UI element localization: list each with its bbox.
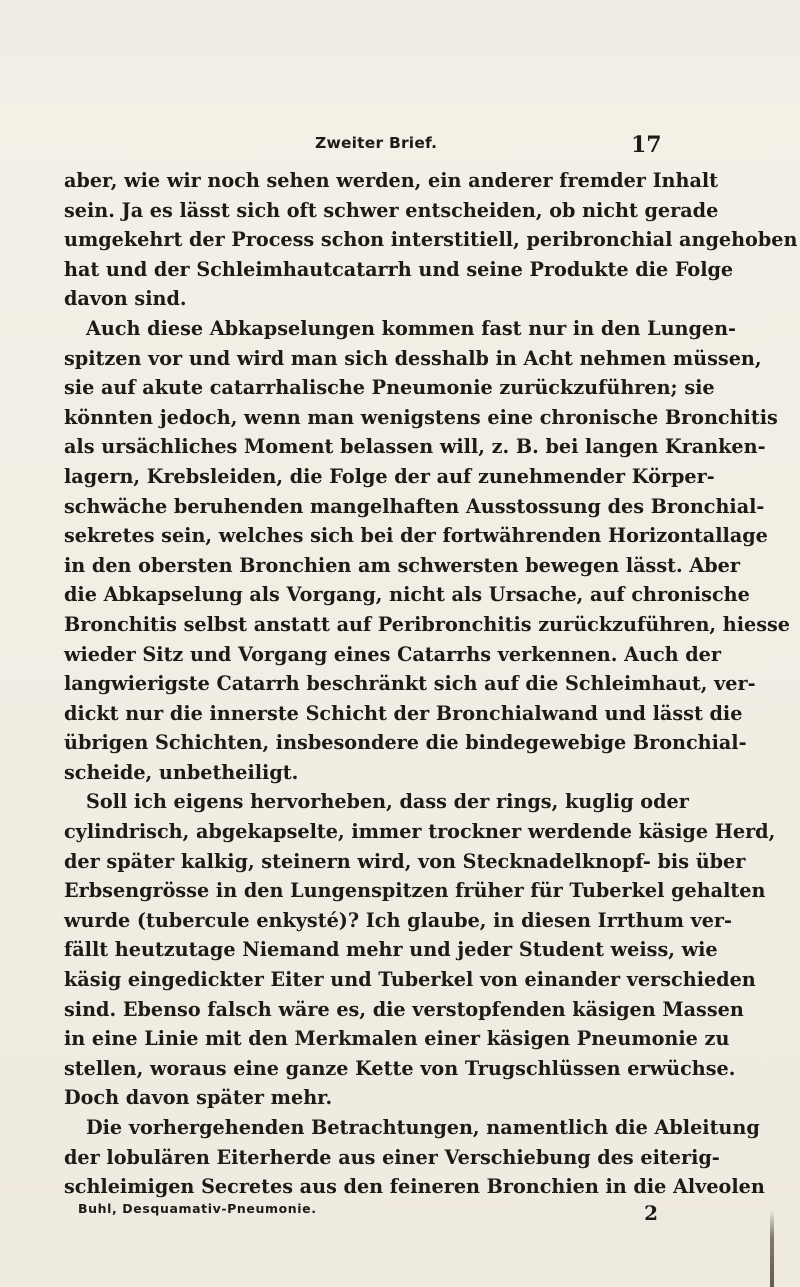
text-line: dickt nur die innerste Schicht der Bronchialwand und lässt die (64, 701, 743, 725)
body-text (64, 166, 798, 1202)
text-line: fällt heutzutage Niemand mehr und jeder Student weiss, wie (64, 938, 718, 962)
text-line: schleimigen Secretes aus den feineren Bronchien in die Alveolen (64, 1175, 765, 1199)
text-line: könnten jedoch, wenn man wenigstens eine chronische Bronchitis (64, 405, 778, 429)
page-shading (0, 0, 800, 120)
text-line: der lobulären Eiterherde aus einer Verschiebung des eiterig- (64, 1145, 720, 1169)
text-line: wieder Sitz und Vorgang eines Catarrhs verkennen. Auch der (64, 642, 721, 666)
text-line: sekretes sein, welches sich bei der fortwährenden Horizontallage (64, 524, 768, 548)
running-title: Zweiter Brief. (315, 134, 438, 152)
signature-number: 2 (644, 1201, 658, 1225)
text-line: hat und der Schleimhautcatarrh und seine Produkte die Folge (64, 257, 734, 281)
text-line: in eine Linie mit den Merkmalen einer käsigen Pneumonie zu (64, 1027, 730, 1051)
text-line: scheide, unbetheiligt. (64, 760, 299, 784)
text-line: cylindrisch, abgekapselte, immer trockner werdende käsige Herd, (64, 820, 776, 844)
text-line: Auch diese Abkapselungen kommen fast nur in den Lungen- (86, 316, 737, 340)
text-line: spitzen vor und wird man sich desshalb in Acht nehmen müssen, (64, 346, 762, 370)
text-line: als ursächliches Moment belassen will, z. B. bei langen Kranken- (64, 435, 766, 459)
text-line: die Abkapselung als Vorgang, nicht als Ursache, auf chronische (64, 583, 750, 607)
text-line: Die vorhergehenden Betrachtungen, namentlich die Ableitung (86, 1116, 760, 1139)
text-line: umgekehrt der Process schon interstitiell, peribronchial angehoben (64, 228, 798, 252)
signature-mark: Buhl, Desquamativ-Pneumonie. (78, 1201, 317, 1216)
text-line: aber, wie wir noch sehen werden, ein anderer fremder Inhalt (64, 169, 719, 192)
text-line: wurde (tubercule enkysté)? Ich glaube, in diesen Irrthum ver- (64, 908, 732, 932)
text-line: sein. Ja es lässt sich oft schwer entscheiden, ob nicht gerade (64, 198, 719, 222)
text-line: davon sind. (64, 287, 187, 311)
page-edge-shadow (770, 1210, 774, 1287)
text-line: schwäche beruhenden mangelhaften Ausstossung des Bronchial- (64, 494, 765, 518)
text-line: Bronchitis selbst anstatt auf Peribronchitis zurückzuführen, hiesse (64, 612, 791, 636)
text-line: käsig eingedickter Eiter und Tuberkel von einander verschieden (64, 968, 756, 992)
text-line: Erbsengrösse in den Lungenspitzen früher für Tuberkel gehalten (64, 879, 766, 903)
page-number: 17 (631, 132, 662, 158)
text-line: sie auf akute catarrhalische Pneumonie zurückzuführen; sie (64, 376, 715, 400)
text-line: stellen, woraus eine ganze Kette von Trugschlüssen erwüchse. (64, 1056, 736, 1080)
text-line: der später kalkig, steinern wird, von Stecknadelknopf- bis über (64, 849, 746, 873)
page-footer (78, 1201, 658, 1225)
text-line: Soll ich eigens hervorheben, dass der rings, kuglig oder (86, 790, 689, 814)
text-line: lagern, Krebsleiden, die Folge der auf zunehmender Körper- (64, 464, 715, 488)
running-head (0, 130, 800, 160)
text-line: übrigen Schichten, insbesondere die bindegewebige Bronchial- (64, 731, 747, 755)
text-line: in den obersten Bronchien am schwersten bewegen lässt. Aber (64, 553, 741, 577)
text-line: sind. Ebenso falsch wäre es, die verstopfenden käsigen Massen (64, 997, 744, 1021)
text-line: langwierigste Catarrh beschränkt sich auf die Schleimhaut, ver- (64, 672, 756, 696)
text-line: Doch davon später mehr. (64, 1086, 333, 1110)
